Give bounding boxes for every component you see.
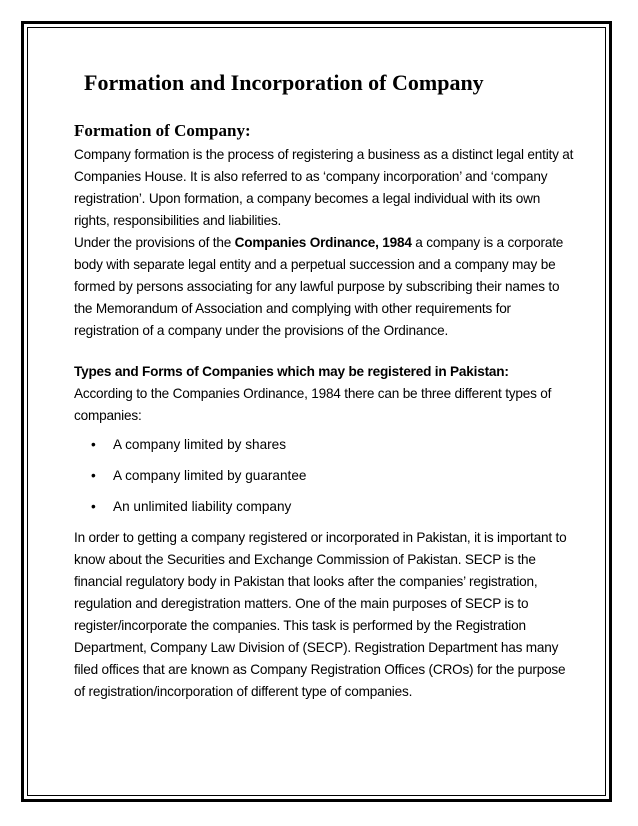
ordinance-name-bold: Companies Ordinance, 1984 [234, 234, 412, 250]
company-types-list [74, 434, 574, 518]
paragraph-companies-ordinance [74, 232, 574, 342]
list-item [74, 465, 574, 487]
list-item-text: A company limited by guarantee [113, 467, 307, 483]
paragraph-formation-definition: Company formation is the process of registering a business as a distinct legal entity at Companies House. It is also referred to as ‘company incorporation’ and ‘company registration’. Upon formation, a company becomes a legal individual with its own rights, responsibilities and liabilities. [74, 146, 574, 228]
document-title: Formation and Incorporation of Company [84, 70, 484, 95]
list-item [74, 434, 574, 456]
document-body [74, 70, 574, 703]
paragraph-secp: In order to getting a company registered or incorporated in Pakistan, it is important to know about the Securities and Exchange Commission of Pakistan. SECP is the financial regulatory body in Pakistan that looks after the companies’ registration, regulation and deregistration matters. One of the main purposes of SECP is to register/incorporate the companies. This task is performed by the Registration Department, Company Law Division of (SECP). Registration Department has many filed offices that are known as Company Registration Offices (CROs) for the purpose of registration/incorporation of different type of companies. [74, 529, 567, 699]
ordinance-text-after: a company is a corporate body with separate legal entity and a perpetual succession and a company may be formed by persons associating for any lawful purpose by subscribing their names to the Memorandum of Association and complying with other requirements for registration of a company under the provisions of the Ordinance. [74, 234, 564, 338]
bullet-icon: • [91, 436, 96, 452]
list-item-text: A company limited by shares [113, 436, 287, 452]
paragraph-types-intro: According to the Companies Ordinance, 1984 there can be three different types of companies: [74, 385, 552, 423]
list-item-text: An unlimited liability company [113, 498, 292, 514]
list-item [74, 496, 574, 518]
ordinance-text-before: Under the provisions of the [74, 234, 235, 250]
section-heading-formation: Formation of Company: [74, 121, 251, 141]
bullet-icon: • [91, 498, 96, 514]
section-heading-types: Types and Forms of Companies which may be registered in Pakistan: [74, 363, 509, 379]
bullet-icon: • [91, 467, 96, 483]
